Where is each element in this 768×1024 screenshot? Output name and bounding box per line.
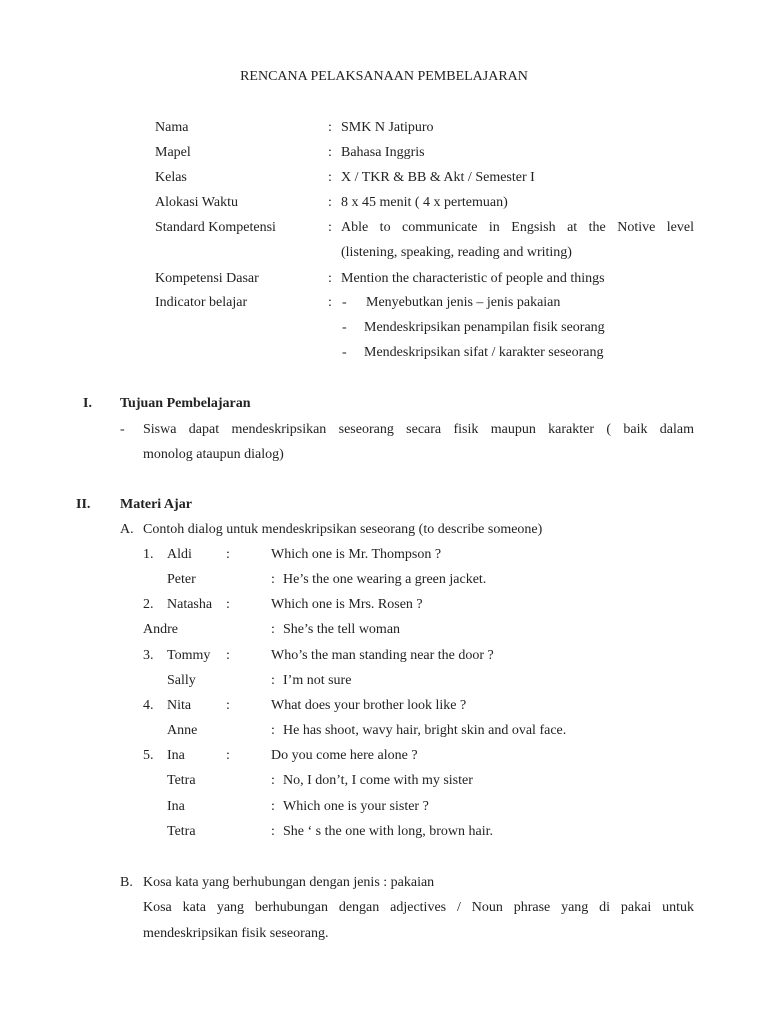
colon: : (271, 773, 275, 789)
colon: : (271, 622, 275, 638)
dialog-line: He’s the one wearing a green jacket. (283, 572, 487, 587)
indicator-item: Menyebutkan jenis – jenis pakaian (366, 295, 561, 310)
colon: : (226, 647, 230, 663)
paragraph-line: mendeskripsikan fisik seseorang. (143, 926, 329, 941)
info-label: Kelas (155, 170, 187, 185)
dialog-line: Do you come here alone ? (271, 748, 418, 764)
info-label: Kompetensi Dasar (155, 271, 259, 286)
speaker-name: Tommy (167, 647, 211, 663)
colon: : (226, 697, 230, 713)
colon: : (328, 120, 332, 135)
dialog-line: I’m not sure (283, 672, 352, 688)
document-title: RENCANA PELAKSANAAN PEMBELAJARAN (240, 69, 528, 84)
info-value: Bahasa Inggris (341, 145, 425, 160)
colon: : (328, 145, 332, 160)
dialog-number: 4. (143, 697, 154, 713)
dialog-line: Which one is Mr. Thompson ? (271, 547, 442, 562)
subsection-letter: A. (120, 522, 134, 537)
info-value: SMK N Jatipuro (341, 120, 434, 135)
colon: : (328, 220, 332, 235)
colon: : (271, 672, 275, 688)
section-heading: Materi Ajar (120, 497, 192, 512)
speaker-name: Tetra (167, 823, 196, 839)
dialog-number: 2. (143, 597, 154, 613)
speaker-name: Sally (167, 672, 196, 688)
section-heading: Tujuan Pembelajaran (120, 396, 251, 411)
colon: : (271, 572, 275, 587)
colon: : (226, 748, 230, 764)
colon: : (271, 722, 275, 738)
dialog-number: 3. (143, 647, 154, 663)
bullet-dash: - (120, 422, 125, 437)
colon: : (328, 295, 332, 310)
info-label: Standard Kompetensi (155, 220, 276, 235)
colon: : (226, 547, 230, 562)
subsection-letter: B. (120, 875, 133, 890)
paragraph-line: Siswa dapat mendeskripsikan seseorang secara fisik maupun karakter ( baik dalam (143, 422, 694, 437)
subsection-text: Kosa kata yang berhubungan dengan jenis : pakaian (143, 875, 435, 890)
info-label: Indicator belajar (155, 295, 248, 310)
dialog-line: She’s the tell woman (283, 622, 401, 638)
info-label: Mapel (155, 145, 191, 160)
dialog-line: Which one is your sister ? (283, 798, 429, 814)
colon: : (328, 195, 332, 210)
speaker-name: Ina (167, 798, 185, 814)
section-number: II. (76, 497, 91, 512)
subsection-text: Contoh dialog untuk mendeskripsikan seseorang (to describe someone) (143, 522, 543, 537)
colon: : (271, 798, 275, 814)
bullet-dash: - (342, 295, 347, 310)
info-value: (listening, speaking, reading and writing) (341, 245, 572, 260)
bullet-dash: - (342, 345, 347, 360)
speaker-name: Tetra (167, 773, 196, 789)
info-label: Alokasi Waktu (155, 195, 238, 210)
info-value: Mention the characteristic of people and things (341, 271, 605, 286)
dialog-line: She ‘ s the one with long, brown hair. (283, 823, 493, 839)
speaker-name: Ina (167, 748, 185, 764)
info-value: Able to communicate in Engsish at the Notive level (341, 220, 694, 235)
section-number: I. (83, 396, 92, 411)
indicator-item: Mendeskripsikan sifat / karakter seseorang (364, 345, 604, 360)
speaker-name: Anne (167, 722, 198, 738)
paragraph-line: monolog ataupun dialog) (143, 447, 284, 462)
speaker-name: Andre (143, 622, 178, 638)
bullet-dash: - (342, 320, 347, 335)
dialog-line: What does your brother look like ? (271, 697, 467, 713)
speaker-name: Peter (167, 572, 196, 587)
indicator-item: Mendeskripsikan penampilan fisik seorang (364, 320, 605, 335)
dialog-number: 1. (143, 547, 154, 562)
info-label: Nama (155, 120, 189, 135)
speaker-name: Aldi (167, 547, 192, 562)
paragraph-line: Kosa kata yang berhubungan dengan adjectives / Noun phrase yang di pakai untuk (143, 900, 694, 915)
info-value: 8 x 45 menit ( 4 x pertemuan) (341, 195, 508, 210)
colon: : (226, 597, 230, 613)
colon: : (328, 271, 332, 286)
dialog-number: 5. (143, 748, 154, 764)
dialog-line: Which one is Mrs. Rosen ? (271, 597, 423, 613)
dialog-line: No, I don’t, I come with my sister (283, 773, 473, 789)
speaker-name: Nita (167, 697, 192, 713)
colon: : (328, 170, 332, 185)
dialog-line: Who’s the man standing near the door ? (271, 647, 494, 663)
dialog-line: He has shoot, wavy hair, bright skin and oval face. (283, 722, 567, 738)
colon: : (271, 823, 275, 839)
info-value: X / TKR & BB & Akt / Semester I (341, 170, 535, 185)
speaker-name: Natasha (167, 597, 213, 613)
